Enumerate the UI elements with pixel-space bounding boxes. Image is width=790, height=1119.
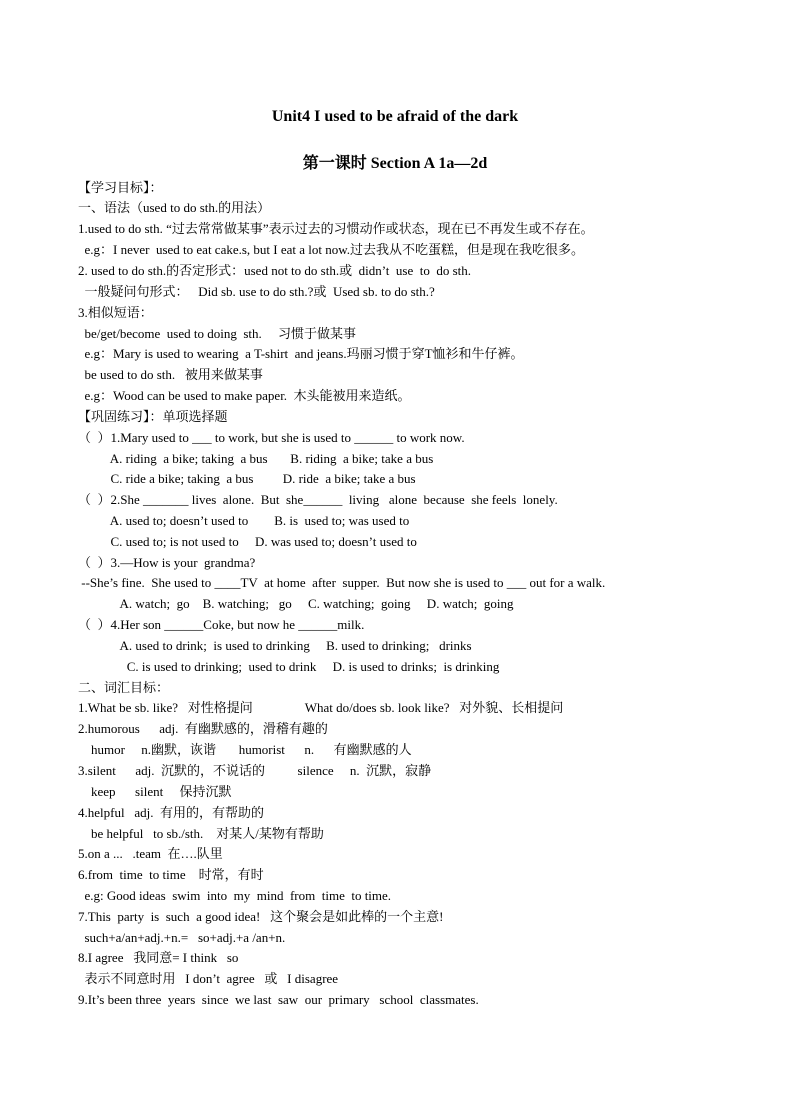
text-line: A. used to drink; is used to drinking B. used to drinking; drinks (78, 638, 472, 653)
text-line: --She’s fine. She used to ____TV at home after supper. But now she is used to ___ out for a walk. (78, 575, 606, 590)
text-line: 【学习目标】： (78, 180, 163, 195)
text-line: e.g：Wood can be used to make paper. 木头能被用来造纸。 (78, 388, 411, 403)
text-line: be used to do sth. 被用来做某事 (78, 367, 263, 382)
text-line: keep silent 保持沉默 (78, 784, 232, 799)
text-line: 4.helpful adj. 有用的，有帮助的 (78, 805, 264, 820)
text-line: e.g：Mary is used to wearing a T-shirt and jeans.玛丽习惯于穿T恤衫和牛仔裤。 (78, 346, 524, 361)
text-line: 9.It’s been three years since we last saw our primary school classmates. (78, 992, 479, 1007)
text-line: 2.humorous adj. 有幽默感的，滑稽有趣的 (78, 721, 328, 736)
text-line: e.g: Good ideas swim into my mind from time to time. (78, 888, 392, 903)
text-line: 一般疑问句形式： Did sb. use to do sth.?或 Used sb. to do sth.? (78, 284, 435, 299)
text-line: 2. used to do sth.的否定形式：used not to do sth.或 didn’t use to do sth. (78, 263, 472, 278)
text-line: （ ）4.Her son ______Coke, but now he ______milk. (78, 617, 365, 632)
text-line: 3.silent adj. 沉默的，不说话的 silence n. 沉默，寂静 (78, 763, 432, 778)
text-line: （ ）3.—How is your grandma? (78, 555, 256, 570)
text-line: 7.This party is such a good idea! 这个聚会是如此棒的一个主意! (78, 909, 444, 924)
text-line: 一、语法（used to do sth.的用法） (78, 200, 271, 215)
text-line: （ ）1.Mary used to ___ to work, but she is used to ______ to work now. (78, 430, 465, 445)
text-line: A. watch; go B. watching; go C. watching; going D. watch; going (78, 596, 514, 611)
text-line: 5.on a ... .team 在….队里 (78, 846, 223, 861)
text-line: 【巩固练习】：单项选择题 (78, 409, 228, 424)
text-line: 6.from time to time 时常，有时 (78, 867, 264, 882)
text-line: be/get/become used to doing sth. 习惯于做某事 (78, 326, 357, 341)
text-line: 1.used to do sth. “过去常常做某事”表示过去的习惯动作或状态，现在已不再发生或不存在。 (78, 221, 594, 236)
text-line: A. riding a bike; taking a bus B. riding a bike; take a bus (78, 451, 434, 466)
text-line: （ ）2.She _______ lives alone. But she______ living alone because she feels lonely. (78, 492, 558, 507)
text-line: such+a/an+adj.+n.= so+adj.+a /an+n. (78, 930, 286, 945)
text-line: 二、词汇目标： (78, 680, 170, 695)
text-line: 1.What be sb. like? 对性格提问 What do/does sb. look like? 对外貌、长相提问 (78, 700, 564, 715)
text-line: C. ride a bike; taking a bus D. ride a bike; take a bus (78, 471, 416, 486)
text-line: humor n.幽默，诙谐 humorist n. 有幽默感的人 (78, 742, 412, 757)
text-line: C. is used to drinking; used to drink D. is used to drinks; is drinking (78, 659, 500, 674)
text-line: 8.I agree 我同意= I think so (78, 950, 239, 965)
document-subtitle: 第一课时 Section A 1a—2d (302, 155, 488, 172)
text-line: A. used to; doesn’t used to B. is used to; was used to (78, 513, 410, 528)
text-line: e.g：I never used to eat cake.s, but I eat a lot now.过去我从不吃蛋糕，但是现在我吃很多。 (78, 242, 585, 257)
text-line: C. used to; is not used to D. was used to; doesn’t used to (78, 534, 417, 549)
text-line: 表示不同意时用 I don’t agree 或 I disagree (78, 971, 339, 986)
document-title: Unit4 I used to be afraid of the dark (271, 108, 519, 125)
text-line: 3.相似短语： (78, 305, 153, 320)
text-line: be helpful to sb./sth. 对某人/某物有帮助 (78, 826, 324, 841)
